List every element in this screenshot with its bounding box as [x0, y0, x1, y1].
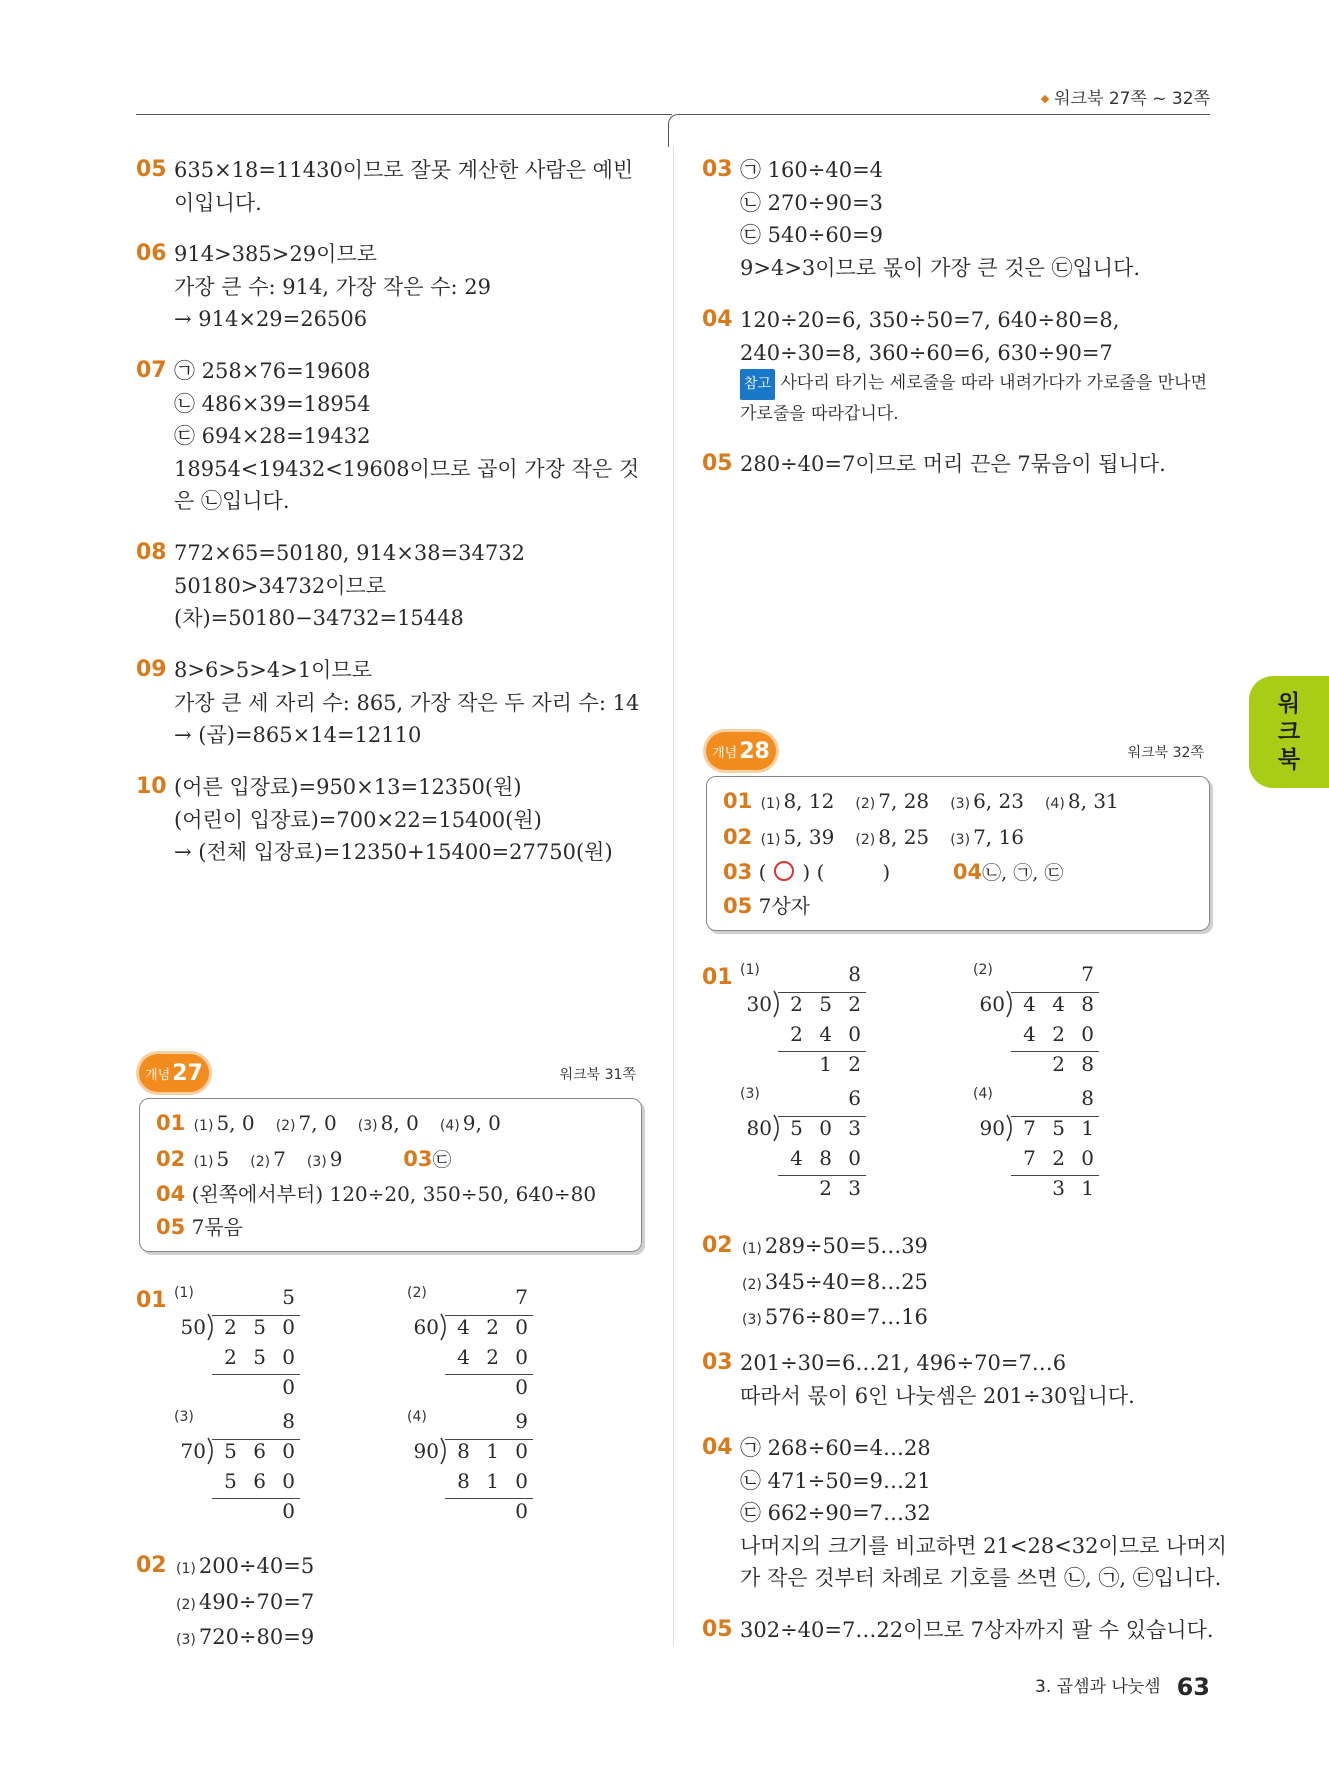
note-text: 사다리 타기는 세로줄을 따라 내려가다가 가로줄을 만나면 — [780, 373, 1208, 393]
sub-answer: 8, 12 — [783, 789, 835, 813]
division-bracket-icon — [1005, 990, 1017, 1018]
answer-line: 8>6>5>4>1이므로 — [174, 658, 373, 682]
right-q03 — [702, 1347, 1222, 1412]
badge-word: 개념 — [712, 745, 738, 761]
note-tag: 참고 — [740, 369, 775, 400]
answer-line: 은 ㉡입니다. — [174, 489, 290, 513]
concept-row-01 — [723, 785, 1193, 821]
sub-label: (3) — [742, 1312, 762, 1328]
division-label: (4) — [973, 1086, 993, 1102]
answer-number: 02 — [136, 1553, 167, 1578]
header-ref: 워크북 27쪽 ~ 32쪽 — [1054, 89, 1210, 109]
left-q02 — [136, 1550, 656, 1657]
sub-answer: 8, 0 — [380, 1111, 419, 1135]
answer-09 — [136, 654, 656, 752]
answer-line: 635×18=11430이므로 잘못 계산한 사람은 예빈 — [174, 158, 634, 182]
concept-row-01 — [156, 1107, 625, 1143]
answer-line: ㉡ 486×39=18954 — [174, 391, 371, 416]
answer-line — [740, 1266, 1222, 1302]
division-label: (1) — [740, 962, 760, 978]
sub-label: (1) — [176, 1561, 196, 1577]
answer-r05 — [702, 448, 1222, 481]
answer-line: 9>4>3이므로 몫이 가장 큰 것은 ㉢입니다. — [740, 255, 1141, 280]
concept-row-05 — [156, 1211, 625, 1244]
q-number: 02 — [723, 824, 753, 849]
header-rule-right — [678, 114, 1210, 115]
division-bracket-icon — [439, 1437, 451, 1465]
long-division — [407, 1409, 533, 1529]
remainder: 0 — [282, 1375, 300, 1399]
sub-label: (3) — [306, 1153, 327, 1170]
right-q02 — [702, 1230, 1222, 1337]
badge-number: 27 — [172, 1060, 203, 1086]
paren: ( — [816, 860, 825, 884]
remainder: 2 3 — [819, 1176, 866, 1200]
division-label: (4) — [407, 1409, 427, 1425]
remainder: 0 — [515, 1499, 533, 1523]
long-division — [174, 1285, 300, 1405]
page-number: 63 — [1176, 1673, 1210, 1701]
q-number: 01 — [156, 1111, 186, 1135]
dividend: 7 5 1 — [1023, 1116, 1099, 1140]
workbook-side-tab — [1249, 676, 1329, 788]
answer-line: 914>385>29이므로 — [174, 242, 377, 266]
division-label: (3) — [174, 1409, 194, 1425]
answer-number: 03 — [702, 1350, 733, 1375]
divisor: 50 — [180, 1315, 206, 1339]
answer-r04 — [702, 304, 1222, 429]
answer-number: 01 — [136, 1288, 167, 1313]
answer-line: 302÷40=7…22이므로 7상자까지 팔 수 있습니다. — [740, 1618, 1214, 1642]
side-tab-char: 크 — [1277, 719, 1301, 745]
divisor: 90 — [979, 1116, 1005, 1140]
sub-label: (2) — [250, 1153, 271, 1170]
page-header — [1041, 84, 1210, 109]
sub-answer: 5, 39 — [783, 824, 835, 849]
quotient: 6 — [848, 1086, 866, 1110]
quotient: 8 — [1081, 1086, 1099, 1110]
concept-answers-box — [139, 1098, 642, 1252]
badge-number: 28 — [739, 738, 770, 764]
sub-label: (2) — [855, 796, 876, 812]
answer-r03 — [702, 154, 1222, 284]
q-number: 04 — [952, 860, 983, 884]
paren: ( — [758, 860, 767, 884]
answer-line: ㉡ 471÷50=9…21 — [740, 1468, 931, 1493]
answer-08 — [136, 537, 656, 635]
dividend: 4 4 8 — [1023, 992, 1099, 1016]
divisor: 30 — [746, 992, 772, 1016]
answer-number: 10 — [136, 774, 167, 799]
answer-line — [740, 1301, 1222, 1337]
product: 4 2 0 — [1023, 1022, 1099, 1046]
dividend: 5 6 0 — [224, 1439, 300, 1463]
long-division — [740, 1086, 866, 1206]
sub-answer: 490÷70=7 — [198, 1589, 315, 1614]
answer-line: ㉢ 662÷90=7…32 — [740, 1501, 931, 1525]
q-number: 03 — [723, 860, 753, 884]
dividend: 5 0 3 — [790, 1116, 866, 1140]
answer-number: 01 — [702, 965, 733, 990]
diamond-icon: ◆ — [1040, 92, 1050, 105]
sub-answer: 5 — [216, 1146, 230, 1171]
product: 2 5 0 — [224, 1345, 300, 1369]
division-bracket-icon — [206, 1313, 218, 1341]
concept-row-04 — [156, 1178, 625, 1211]
answer-line: ㉡ 270÷90=3 — [740, 190, 884, 215]
quotient: 5 — [282, 1285, 300, 1309]
sub-label: (3) — [357, 1118, 378, 1134]
sub-answer: 7묶음 — [191, 1214, 243, 1239]
paren: ) — [882, 860, 891, 884]
divisor: 80 — [746, 1116, 772, 1140]
remainder: 2 8 — [1052, 1052, 1099, 1076]
division-bracket-icon — [1005, 1114, 1017, 1142]
concept-ref: 워크북 31쪽 — [559, 1067, 636, 1083]
remainder: 0 — [515, 1375, 533, 1399]
sub-label: (3) — [176, 1632, 196, 1648]
answer-number: 05 — [702, 1617, 733, 1642]
sub-answer: 9 — [329, 1146, 343, 1171]
sub-label: (4) — [439, 1118, 460, 1134]
answer-line: (어른 입장료)=950×13=12350(원) — [174, 775, 522, 799]
answer-line: → (곱)=865×14=12110 — [174, 723, 422, 747]
long-division — [740, 962, 866, 1082]
remainder: 1 2 — [819, 1052, 866, 1076]
header-rule-left — [136, 114, 672, 115]
concept-ref: 워크북 32쪽 — [1127, 745, 1204, 761]
concept-badge — [139, 1054, 209, 1092]
long-division — [973, 962, 1099, 1082]
answer-line: → (전체 입장료)=12350+15400=27750(원) — [174, 840, 613, 864]
sub-answer: 7, 16 — [973, 824, 1024, 849]
sub-label: (2) — [855, 831, 876, 848]
division-label: (2) — [407, 1285, 427, 1301]
answer-line: → 914×29=26506 — [174, 307, 368, 331]
product: 7 2 0 — [1023, 1146, 1099, 1170]
answer-number: 05 — [136, 157, 167, 182]
answer-line: ㉠ 160÷40=4 — [740, 158, 884, 182]
sub-label: (1) — [760, 831, 781, 848]
sub-answer: 200÷40=5 — [198, 1554, 315, 1578]
badge-word: 개념 — [145, 1067, 171, 1083]
q-number: 02 — [156, 1146, 186, 1171]
concept-28-panel — [706, 732, 1210, 938]
division-bracket-icon — [206, 1437, 218, 1465]
answer-line: (차)=50180−34732=15448 — [174, 606, 464, 630]
quotient: 8 — [282, 1409, 300, 1433]
answer-line: 가장 큰 세 자리 수: 865, 가장 작은 두 자리 수: 14 — [174, 690, 640, 715]
sub-label: (1) — [742, 1241, 762, 1257]
sub-answer: ㉢ — [432, 1148, 452, 1171]
division-bracket-icon — [439, 1313, 451, 1341]
sub-answer: 8, 31 — [1067, 789, 1119, 813]
answer-line: 따라서 몫이 6인 나눗셈은 201÷30입니다. — [740, 1383, 1135, 1408]
dividend: 2 5 0 — [224, 1315, 300, 1339]
sub-answer: ㉡, ㉠, ㉢ — [982, 862, 1064, 884]
answer-number: 06 — [136, 241, 167, 266]
division-bracket-icon — [772, 1114, 784, 1142]
sub-label: (2) — [742, 1276, 762, 1293]
sub-answer: (왼쪽에서부터) 120÷20, 350÷50, 640÷80 — [191, 1182, 597, 1206]
column-divider — [673, 146, 674, 1646]
answer-number: 08 — [136, 540, 167, 565]
answer-line: 18954<19432<19608이므로 곱이 가장 작은 것 — [174, 456, 640, 481]
division-label: (2) — [973, 962, 993, 978]
concept-row-03 — [723, 856, 1193, 890]
answer-number: 04 — [702, 307, 733, 332]
q-number: 05 — [156, 1214, 186, 1239]
sub-label: (2) — [176, 1596, 196, 1613]
sub-answer: 345÷40=8…25 — [764, 1269, 928, 1294]
concept-row-05 — [723, 890, 1193, 923]
answer-line: 이입니다. — [174, 190, 262, 215]
answer-line — [174, 1550, 656, 1586]
divisor: 60 — [413, 1315, 439, 1339]
answer-line: 50180>34732이므로 — [174, 573, 387, 598]
q-number: 01 — [723, 789, 753, 813]
dividend: 8 1 0 — [457, 1439, 533, 1463]
answer-number: 07 — [136, 358, 167, 383]
answer-line: 120÷20=6, 350÷50=7, 640÷80=8, — [740, 308, 1120, 332]
answer-number: 03 — [702, 157, 733, 182]
long-division — [973, 1086, 1099, 1206]
page-footer — [1035, 1672, 1210, 1701]
quotient: 8 — [848, 962, 866, 986]
product: 4 8 0 — [790, 1146, 866, 1170]
answer-line: ㉢ 694×28=19432 — [174, 424, 371, 448]
sub-label: (1) — [193, 1118, 214, 1134]
answer-number: 04 — [702, 1435, 733, 1460]
sub-answer: 720÷80=9 — [198, 1625, 315, 1649]
sub-answer: 289÷50=5…39 — [764, 1234, 928, 1258]
chapter-title: 3. 곱셈과 나눗셈 — [1035, 1677, 1161, 1697]
sub-answer: 5, 0 — [216, 1111, 255, 1135]
answer-number: 02 — [702, 1233, 733, 1258]
division-label: (1) — [174, 1285, 194, 1301]
concept-27-panel — [139, 1054, 642, 1254]
note-line: 가로줄을 따라갑니다. — [740, 404, 899, 424]
sub-answer: 7 — [273, 1146, 286, 1171]
answer-line: (어린이 입장료)=700×22=15400(원) — [174, 807, 542, 832]
concept-badge — [706, 732, 776, 770]
long-division — [407, 1285, 533, 1405]
answer-number: 09 — [136, 657, 167, 682]
concept-row-02 — [723, 821, 1193, 857]
note-line — [740, 369, 1222, 400]
quotient: 7 — [515, 1285, 533, 1309]
sub-answer: 7상자 — [758, 893, 810, 918]
answer-10 — [136, 771, 656, 869]
long-division — [174, 1409, 300, 1529]
answer-line: ㉠ 268÷60=4…28 — [740, 1436, 931, 1460]
q-number: 03 — [403, 1146, 433, 1171]
right-q04 — [702, 1432, 1227, 1595]
product: 2 4 0 — [790, 1022, 866, 1046]
answer-line: ㉠ 258×76=19608 — [174, 359, 371, 383]
side-tab-char: 북 — [1277, 747, 1301, 773]
remainder: 0 — [282, 1499, 300, 1523]
answer-line: 240÷30=8, 360÷60=6, 630÷90=7 — [740, 340, 1113, 365]
answer-line: 나머지의 크기를 비교하면 21<28<32이므로 나머지 — [740, 1533, 1227, 1558]
divisor: 70 — [180, 1439, 206, 1463]
dividend: 2 5 2 — [790, 992, 866, 1016]
sub-label: (4) — [1045, 796, 1065, 812]
answer-line — [174, 1621, 656, 1657]
division-bracket-icon — [772, 990, 784, 1018]
answer-line: 280÷40=7이므로 머리 끈은 7묶음이 됩니다. — [740, 452, 1166, 476]
answer-line — [740, 1230, 1222, 1266]
answer-05 — [136, 154, 656, 219]
answer-line: 772×65=50180, 914×38=34732 — [174, 541, 525, 565]
sub-answer: 6, 23 — [973, 789, 1024, 813]
divisor: 60 — [979, 992, 1005, 1016]
answer-line: 가장 큰 수: 914, 가장 작은 수: 29 — [174, 274, 491, 299]
paren: ) — [802, 860, 811, 884]
sub-label: (2) — [275, 1118, 296, 1134]
q-number: 05 — [723, 893, 753, 918]
remainder: 3 1 — [1052, 1176, 1099, 1200]
q-number: 04 — [156, 1182, 186, 1206]
answer-line — [174, 1586, 656, 1622]
right-q05 — [702, 1614, 1222, 1647]
header-rule-notch — [668, 114, 683, 147]
concept-answers-box — [706, 776, 1210, 931]
quotient: 9 — [515, 1409, 533, 1433]
answer-line: 가 작은 것부터 차례로 기호를 쓰면 ㉡, ㉠, ㉢입니다. — [740, 1566, 1222, 1590]
answer-06 — [136, 238, 656, 336]
sub-answer: 576÷80=7…16 — [764, 1305, 928, 1329]
answer-line: 201÷30=6…21, 496÷70=7…6 — [740, 1351, 1067, 1375]
dividend: 4 2 0 — [457, 1315, 533, 1339]
divisor: 90 — [413, 1439, 439, 1463]
sub-answer: 7, 0 — [298, 1111, 337, 1135]
side-tab-char: 워 — [1277, 691, 1301, 717]
sub-answer: 7, 28 — [878, 789, 930, 813]
concept-row-02 — [156, 1143, 625, 1179]
product: 8 1 0 — [457, 1469, 533, 1493]
answer-number: 05 — [702, 451, 733, 476]
quotient: 7 — [1081, 962, 1099, 986]
circle-mark-icon — [774, 861, 794, 881]
sub-label: (1) — [193, 1153, 214, 1170]
answer-line: ㉢ 540÷60=9 — [740, 223, 884, 247]
division-label: (3) — [740, 1086, 760, 1102]
sub-label: (3) — [950, 831, 971, 848]
sub-label: (3) — [950, 796, 971, 812]
product: 4 2 0 — [457, 1345, 533, 1369]
sub-answer: 9, 0 — [462, 1111, 501, 1135]
answer-07 — [136, 355, 656, 518]
product: 5 6 0 — [224, 1469, 300, 1493]
sub-answer: 8, 25 — [878, 824, 930, 849]
sub-label: (1) — [760, 796, 781, 812]
